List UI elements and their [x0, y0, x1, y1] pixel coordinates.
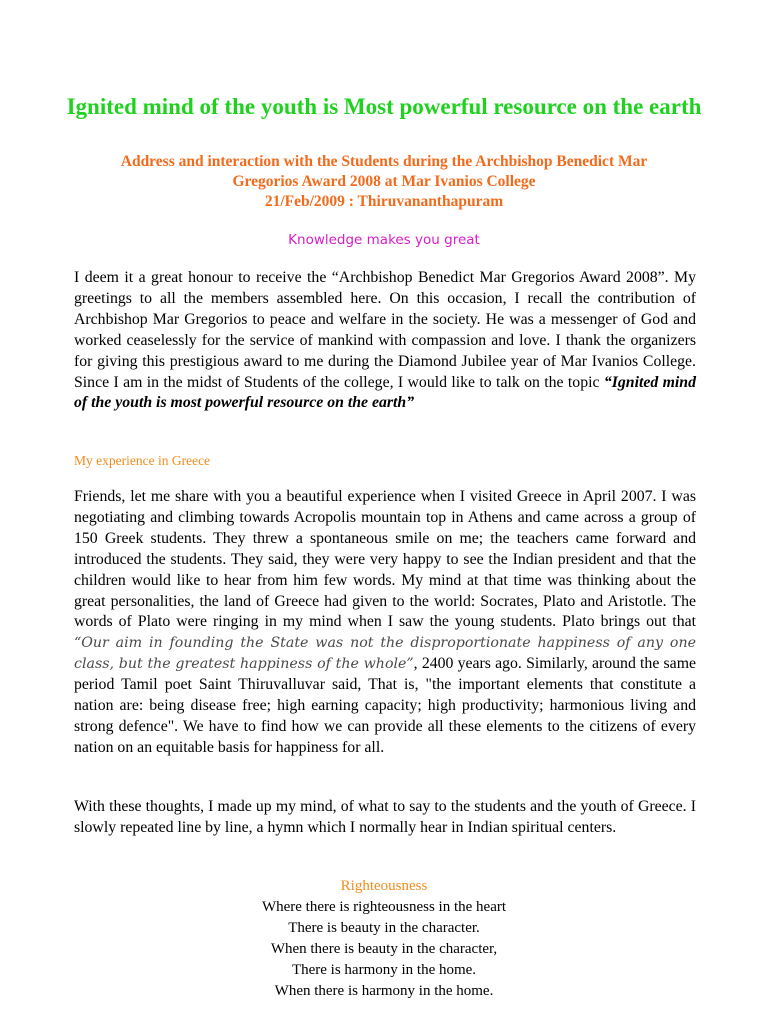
poem-line: There is harmony in the home.	[291, 962, 477, 978]
subtitle-line-1: Address and interaction with the Students during the Archbishop Benedict Mar	[120, 153, 648, 170]
greece-text-before: Friends, let me share with you a beautiful experience when I visited Greece in April 2007. I was negotiating and climbing towards Acropolis mountain top in Athens and came across a group of 150 Greek students. They threw a spontaneous smile on me; the teachers came forward and introduced the students. They said, they were very happy to see the Indian president and that the children would like to hear from him few words. My mind at that time was thinking about the great personalities, the land of Greece had given to the world: Socrates, Plato and Aristotle. The words of Plato were ringing in my mind when I saw the young students. Plato brings out that	[74, 488, 696, 631]
thoughts-paragraph: With these thoughts, I made up my mind, of what to say to the students and the youth of Greece. I slowly repeated line by line, a hymn which I normally hear in Indian spiritual centers.	[74, 798, 696, 836]
plato-quote: “Our aim in founding the State was not the disproportionate happiness of any one class, but the greatest happiness of the whole”	[74, 635, 696, 673]
tagline: Knowledge makes you great	[288, 232, 480, 248]
section-heading-greece: My experience in Greece	[74, 453, 211, 468]
subtitle-date-place: 21/Feb/2009 : Thiruvananthapuram	[264, 193, 504, 210]
poem-line: Where there is righteousness in the heart	[261, 899, 507, 915]
intro-paragraph	[74, 268, 696, 414]
topic-emphasis: “Ignited mind of the youth is most powerful resource on the earth”	[74, 373, 696, 412]
poem-line: When there is beauty in the character,	[270, 941, 498, 957]
greece-text-after: , 2400 years ago. Similarly, around the same period Tamil poet Saint Thiruvalluvar said, That is, "the important elements that constitute a nation are: being disease free; high earning capacity; high productivity; harmonious living and strong defence". We have to find how we can provide all these elements to the citizens of every nation on an equitable basis for happiness for all.	[74, 655, 696, 756]
document-subtitle	[60, 152, 708, 212]
poem-title: Righteousness	[340, 878, 428, 894]
poem-block	[160, 876, 608, 1002]
intro-text: I deem it a great honour to receive the “Archbishop Benedict Mar Gregorios Award 2008”. My greetings to all the members assembled here. On this occasion, I recall the contribution of Archbishop Mar Gregorios to peace and welfare in the society. He was a messenger of God and worked ceaselessly for the service of mankind with compassion and love. I thank the organizers for giving this prestigious award to me during the Diamond Jubilee year of Mar Ivanios College. Since I am in the midst of Students of the college, I would like to talk on the topic	[74, 269, 696, 391]
poem-line: There is beauty in the character.	[288, 920, 480, 936]
document-title: Ignited mind of the youth is Most powerful resource on the earth	[66, 94, 702, 119]
poem-line: When there is harmony in the home.	[274, 983, 494, 999]
greece-paragraph	[74, 487, 696, 759]
subtitle-line-2: Gregorios Award 2008 at Mar Ivanios College	[232, 173, 536, 190]
